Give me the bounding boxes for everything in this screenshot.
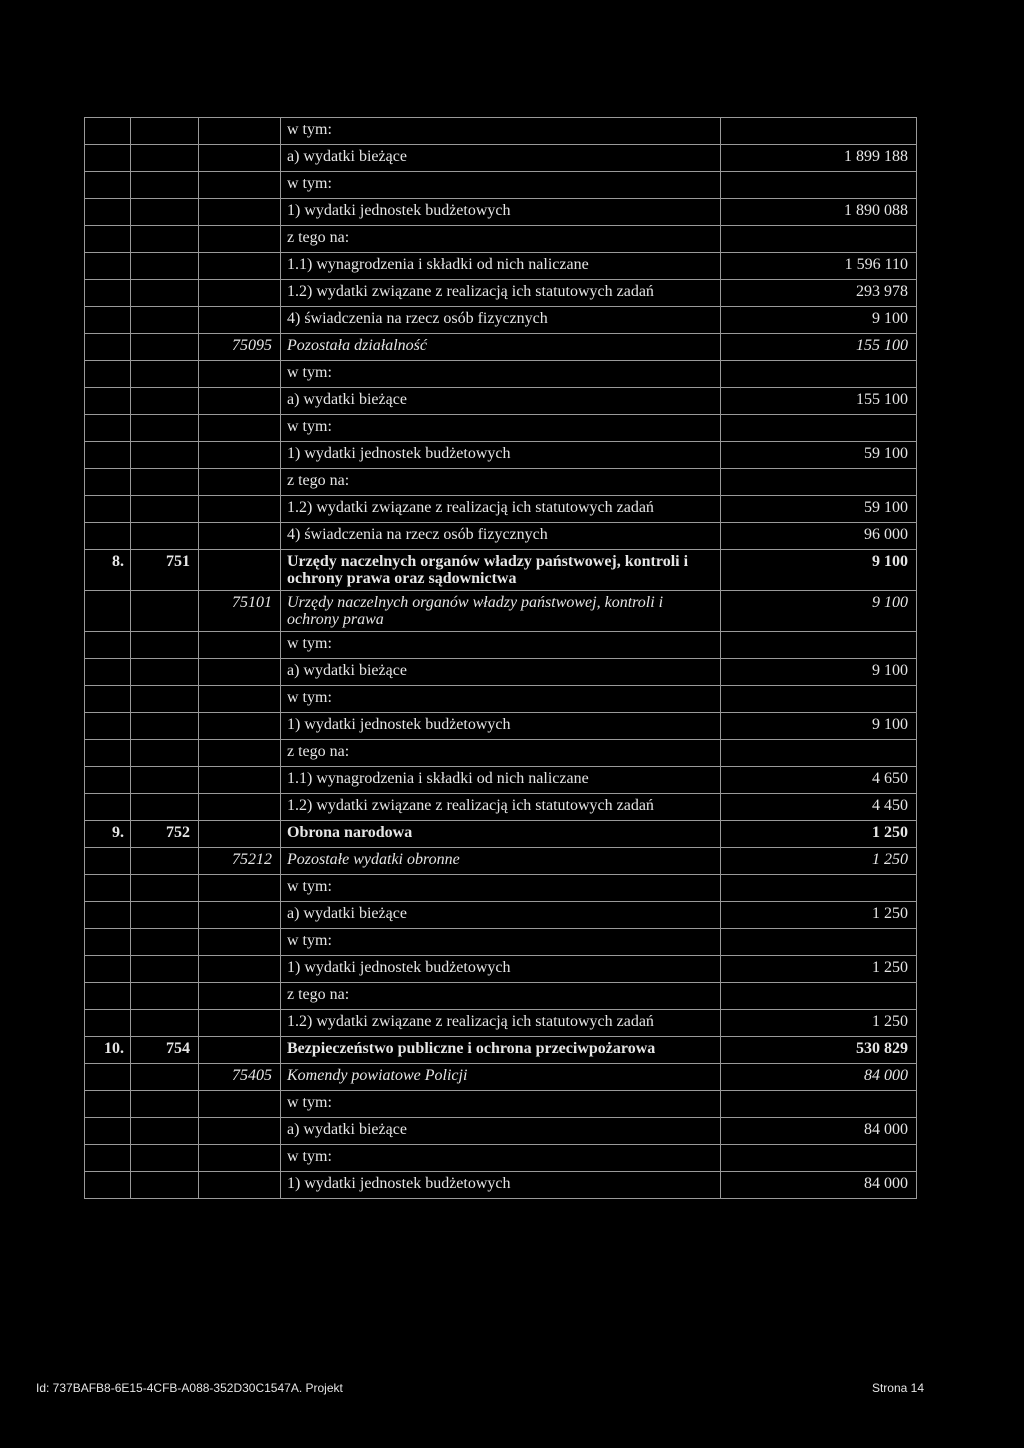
description-cell: 4) świadczenia na rzecz osób fizycznych [281, 307, 721, 334]
rozdzial-cell [199, 550, 281, 591]
table-row [85, 334, 917, 361]
dzial-cell [131, 523, 199, 550]
amount-cell: 1 250 [721, 848, 917, 875]
dzial-cell [131, 361, 199, 388]
lp-cell [85, 794, 131, 821]
amount-cell: 9 100 [721, 591, 917, 632]
lp-cell [85, 145, 131, 172]
description-cell: Urzędy naczelnych organów władzy państwowej, kontroli i ochrony prawa [281, 591, 721, 632]
description-cell: 1.2) wydatki związane z realizacją ich statutowych zadań [281, 496, 721, 523]
lp-cell [85, 929, 131, 956]
description-cell: 1) wydatki jednostek budżetowych [281, 956, 721, 983]
table-row [85, 929, 917, 956]
amount-cell [721, 983, 917, 1010]
lp-cell [85, 1172, 131, 1199]
rozdzial-cell [199, 145, 281, 172]
table-row [85, 361, 917, 388]
table-row [85, 794, 917, 821]
rozdzial-cell [199, 415, 281, 442]
description-cell: Pozostałe wydatki obronne [281, 848, 721, 875]
lp-cell [85, 659, 131, 686]
dzial-cell [131, 767, 199, 794]
amount-cell: 1 596 110 [721, 253, 917, 280]
lp-cell [85, 469, 131, 496]
rozdzial-cell [199, 307, 281, 334]
amount-cell: 1 250 [721, 902, 917, 929]
rozdzial-cell [199, 902, 281, 929]
dzial-cell [131, 334, 199, 361]
dzial-cell [131, 415, 199, 442]
rozdzial-cell [199, 740, 281, 767]
rozdzial-cell [199, 172, 281, 199]
amount-cell: 9 100 [721, 713, 917, 740]
description-cell: w tym: [281, 875, 721, 902]
amount-cell: 9 100 [721, 307, 917, 334]
table-row [85, 469, 917, 496]
dzial-cell [131, 253, 199, 280]
description-cell: w tym: [281, 361, 721, 388]
table-row [85, 388, 917, 415]
lp-cell [85, 253, 131, 280]
amount-cell [721, 361, 917, 388]
dzial-cell [131, 794, 199, 821]
table-row [85, 550, 917, 591]
description-cell: 1.2) wydatki związane z realizacją ich statutowych zadań [281, 794, 721, 821]
description-cell: w tym: [281, 686, 721, 713]
amount-cell: 155 100 [721, 388, 917, 415]
rozdzial-cell [199, 767, 281, 794]
description-cell: 4) świadczenia na rzecz osób fizycznych [281, 523, 721, 550]
amount-cell: 4 450 [721, 794, 917, 821]
amount-cell [721, 415, 917, 442]
dzial-cell [131, 686, 199, 713]
lp-cell: 8. [85, 550, 131, 591]
rozdzial-cell [199, 821, 281, 848]
table-row [85, 1010, 917, 1037]
lp-cell [85, 118, 131, 145]
lp-cell [85, 713, 131, 740]
amount-cell: 155 100 [721, 334, 917, 361]
description-cell: z tego na: [281, 740, 721, 767]
amount-cell [721, 632, 917, 659]
description-cell: 1) wydatki jednostek budżetowych [281, 199, 721, 226]
table-row [85, 253, 917, 280]
table-row [85, 496, 917, 523]
description-cell: 1.2) wydatki związane z realizacją ich statutowych zadań [281, 1010, 721, 1037]
table-row [85, 1145, 917, 1172]
description-cell: Bezpieczeństwo publiczne i ochrona przeciwpożarowa [281, 1037, 721, 1064]
table-row [85, 686, 917, 713]
dzial-cell [131, 983, 199, 1010]
dzial-cell: 752 [131, 821, 199, 848]
lp-cell [85, 875, 131, 902]
table-row [85, 226, 917, 253]
dzial-cell [131, 1091, 199, 1118]
table-row [85, 118, 917, 145]
table-row [85, 199, 917, 226]
table-row [85, 172, 917, 199]
table-row [85, 442, 917, 469]
lp-cell [85, 902, 131, 929]
dzial-cell [131, 740, 199, 767]
rozdzial-cell [199, 199, 281, 226]
amount-cell: 1 899 188 [721, 145, 917, 172]
dzial-cell [131, 591, 199, 632]
description-cell: 1) wydatki jednostek budżetowych [281, 1172, 721, 1199]
lp-cell [85, 415, 131, 442]
lp-cell [85, 307, 131, 334]
lp-cell [85, 496, 131, 523]
rozdzial-cell [199, 1037, 281, 1064]
rozdzial-cell [199, 983, 281, 1010]
lp-cell [85, 632, 131, 659]
rozdzial-cell [199, 875, 281, 902]
rozdzial-cell [199, 632, 281, 659]
description-cell: a) wydatki bieżące [281, 1118, 721, 1145]
lp-cell [85, 1145, 131, 1172]
description-cell: w tym: [281, 415, 721, 442]
description-cell: Obrona narodowa [281, 821, 721, 848]
dzial-cell [131, 226, 199, 253]
description-cell: 1) wydatki jednostek budżetowych [281, 442, 721, 469]
rozdzial-cell [199, 1091, 281, 1118]
amount-cell [721, 118, 917, 145]
amount-cell: 9 100 [721, 550, 917, 591]
rozdzial-cell [199, 226, 281, 253]
rozdzial-cell: 75212 [199, 848, 281, 875]
amount-cell: 84 000 [721, 1118, 917, 1145]
description-cell: 1) wydatki jednostek budżetowych [281, 713, 721, 740]
dzial-cell [131, 929, 199, 956]
description-cell: Komendy powiatowe Policji [281, 1064, 721, 1091]
description-cell: a) wydatki bieżące [281, 659, 721, 686]
rozdzial-cell [199, 929, 281, 956]
table-row [85, 632, 917, 659]
table-row [85, 1037, 917, 1064]
rozdzial-cell [199, 1172, 281, 1199]
lp-cell [85, 1118, 131, 1145]
rozdzial-cell: 75095 [199, 334, 281, 361]
lp-cell [85, 1064, 131, 1091]
rozdzial-cell [199, 388, 281, 415]
rozdzial-cell [199, 280, 281, 307]
lp-cell [85, 361, 131, 388]
table-row [85, 1172, 917, 1199]
dzial-cell [131, 956, 199, 983]
table-row [85, 1064, 917, 1091]
lp-cell [85, 1091, 131, 1118]
amount-cell: 96 000 [721, 523, 917, 550]
amount-cell [721, 469, 917, 496]
description-cell: a) wydatki bieżące [281, 388, 721, 415]
table-row [85, 659, 917, 686]
table-row [85, 280, 917, 307]
dzial-cell: 751 [131, 550, 199, 591]
description-cell: w tym: [281, 632, 721, 659]
rozdzial-cell [199, 659, 281, 686]
dzial-cell [131, 388, 199, 415]
dzial-cell [131, 496, 199, 523]
rozdzial-cell: 75101 [199, 591, 281, 632]
table-row [85, 767, 917, 794]
amount-cell: 9 100 [721, 659, 917, 686]
table-row [85, 983, 917, 1010]
table-row [85, 956, 917, 983]
dzial-cell [131, 902, 199, 929]
rozdzial-cell [199, 469, 281, 496]
description-cell: 1.2) wydatki związane z realizacją ich statutowych zadań [281, 280, 721, 307]
rozdzial-cell [199, 794, 281, 821]
lp-cell [85, 1010, 131, 1037]
amount-cell [721, 686, 917, 713]
lp-cell [85, 848, 131, 875]
dzial-cell [131, 172, 199, 199]
rozdzial-cell [199, 496, 281, 523]
dzial-cell [131, 632, 199, 659]
dzial-cell [131, 469, 199, 496]
lp-cell [85, 334, 131, 361]
amount-cell: 59 100 [721, 496, 917, 523]
dzial-cell [131, 118, 199, 145]
dzial-cell [131, 713, 199, 740]
description-cell: w tym: [281, 1091, 721, 1118]
table-row [85, 740, 917, 767]
lp-cell [85, 172, 131, 199]
description-cell: 1.1) wynagrodzenia i składki od nich naliczane [281, 253, 721, 280]
dzial-cell [131, 875, 199, 902]
lp-cell [85, 983, 131, 1010]
rozdzial-cell [199, 956, 281, 983]
lp-cell [85, 591, 131, 632]
document-id: Id: 737BAFB8-6E15-4CFB-A088-352D30C1547A. Projekt [36, 1381, 343, 1395]
amount-cell: 84 000 [721, 1172, 917, 1199]
amount-cell: 4 650 [721, 767, 917, 794]
amount-cell: 59 100 [721, 442, 917, 469]
rozdzial-cell [199, 1010, 281, 1037]
lp-cell [85, 523, 131, 550]
amount-cell: 1 250 [721, 956, 917, 983]
lp-cell [85, 956, 131, 983]
dzial-cell [131, 1064, 199, 1091]
lp-cell [85, 442, 131, 469]
dzial-cell [131, 1145, 199, 1172]
table-row [85, 145, 917, 172]
lp-cell: 10. [85, 1037, 131, 1064]
rozdzial-cell [199, 1118, 281, 1145]
rozdzial-cell [199, 118, 281, 145]
description-cell: Urzędy naczelnych organów władzy państwowej, kontroli i ochrony prawa oraz sądownictwa [281, 550, 721, 591]
description-cell: w tym: [281, 172, 721, 199]
lp-cell [85, 388, 131, 415]
budget-table [84, 117, 917, 1199]
budget-table-body [85, 118, 917, 1199]
description-cell: z tego na: [281, 226, 721, 253]
dzial-cell [131, 848, 199, 875]
dzial-cell: 754 [131, 1037, 199, 1064]
description-cell: z tego na: [281, 469, 721, 496]
description-cell: 1.1) wynagrodzenia i składki od nich naliczane [281, 767, 721, 794]
dzial-cell [131, 280, 199, 307]
lp-cell: 9. [85, 821, 131, 848]
table-row [85, 415, 917, 442]
table-row [85, 307, 917, 334]
rozdzial-cell: 75405 [199, 1064, 281, 1091]
amount-cell: 1 890 088 [721, 199, 917, 226]
rozdzial-cell [199, 686, 281, 713]
lp-cell [85, 686, 131, 713]
dzial-cell [131, 1010, 199, 1037]
rozdzial-cell [199, 442, 281, 469]
description-cell: a) wydatki bieżące [281, 145, 721, 172]
description-cell: w tym: [281, 1145, 721, 1172]
amount-cell: 1 250 [721, 821, 917, 848]
table-row [85, 1118, 917, 1145]
dzial-cell [131, 145, 199, 172]
table-row [85, 523, 917, 550]
amount-cell: 530 829 [721, 1037, 917, 1064]
amount-cell [721, 875, 917, 902]
amount-cell [721, 740, 917, 767]
table-row [85, 848, 917, 875]
description-cell: w tym: [281, 929, 721, 956]
amount-cell: 84 000 [721, 1064, 917, 1091]
rozdzial-cell [199, 253, 281, 280]
amount-cell [721, 1091, 917, 1118]
amount-cell [721, 929, 917, 956]
table-row [85, 1091, 917, 1118]
amount-cell: 293 978 [721, 280, 917, 307]
rozdzial-cell [199, 713, 281, 740]
dzial-cell [131, 199, 199, 226]
amount-cell [721, 172, 917, 199]
rozdzial-cell [199, 523, 281, 550]
dzial-cell [131, 1118, 199, 1145]
lp-cell [85, 280, 131, 307]
lp-cell [85, 740, 131, 767]
page-number: Strona 14 [871, 1381, 924, 1395]
dzial-cell [131, 1172, 199, 1199]
amount-cell [721, 1145, 917, 1172]
dzial-cell [131, 659, 199, 686]
lp-cell [85, 767, 131, 794]
lp-cell [85, 199, 131, 226]
dzial-cell [131, 442, 199, 469]
description-cell: Pozostała działalność [281, 334, 721, 361]
table-row [85, 713, 917, 740]
table-row [85, 875, 917, 902]
table-row [85, 821, 917, 848]
amount-cell: 1 250 [721, 1010, 917, 1037]
lp-cell [85, 226, 131, 253]
table-row [85, 902, 917, 929]
description-cell: w tym: [281, 118, 721, 145]
description-cell: z tego na: [281, 983, 721, 1010]
amount-cell [721, 226, 917, 253]
rozdzial-cell [199, 361, 281, 388]
table-row [85, 591, 917, 632]
rozdzial-cell [199, 1145, 281, 1172]
dzial-cell [131, 307, 199, 334]
description-cell: a) wydatki bieżące [281, 902, 721, 929]
